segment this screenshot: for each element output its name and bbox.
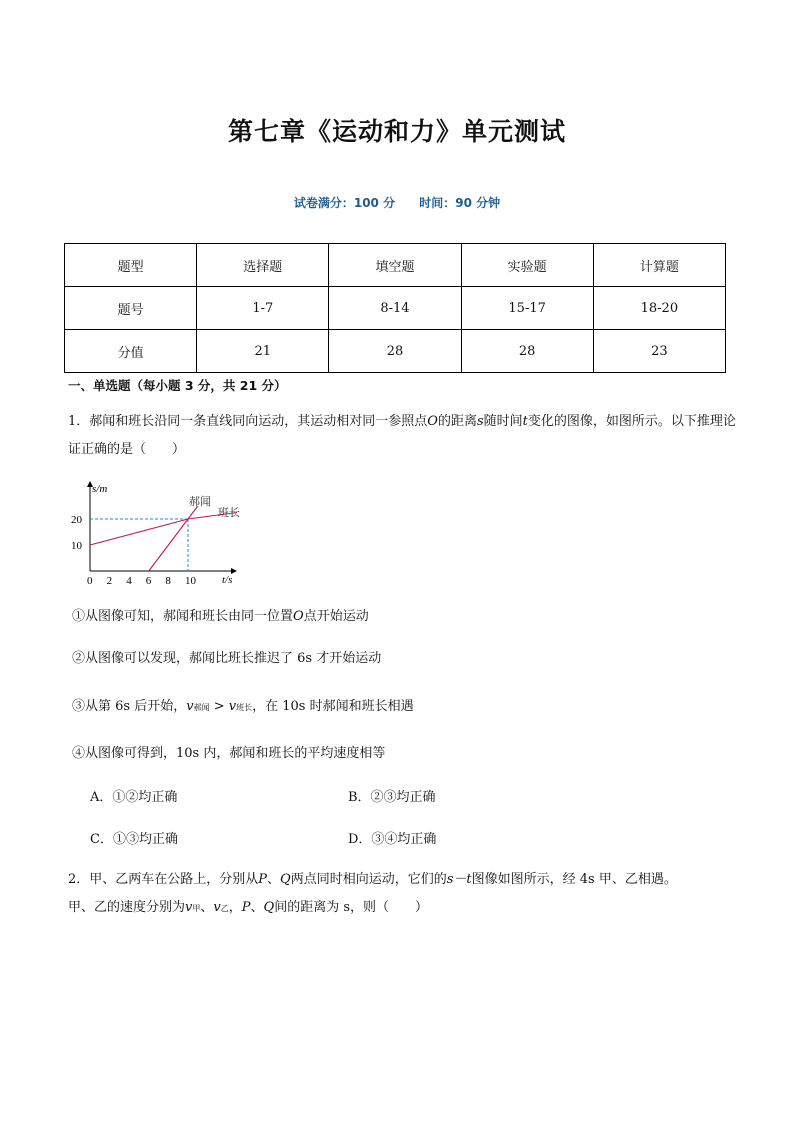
statement-1 — [72, 605, 369, 624]
table-cell: 题号 — [65, 287, 197, 330]
velocity-subscript: 郝闻 — [193, 703, 210, 712]
q2-text-part: ， — [228, 900, 242, 915]
q1-text-part: 变化的图像，如图所示。以下推理论证正确的是（ ） — [68, 414, 736, 457]
q2-text-part: 、 — [200, 900, 214, 915]
x-tick-label: 10 — [185, 575, 196, 587]
st-graph — [68, 478, 258, 590]
velocity-symbol: v — [213, 900, 221, 915]
page-title: 第七章《运动和力》单元测试 — [227, 117, 566, 146]
q2-var-P: P — [241, 900, 251, 915]
q2-var-P: P — [258, 872, 268, 887]
series-line-banzhang — [90, 513, 237, 546]
q1-text-part: 的距离 — [437, 414, 477, 429]
statement-text: ①从图像可知，郝闻和班长由同一位置 — [72, 609, 294, 624]
q2-text-part: 间的距离为 s，则（ ） — [274, 900, 429, 915]
option-c[interactable]: C．①③均正确 — [90, 832, 178, 847]
y-tick-label: 20 — [71, 514, 82, 526]
table-cell: 28 — [461, 330, 593, 373]
table-row — [65, 244, 726, 287]
x-tick-label: 2 — [106, 575, 113, 587]
q2-text-part: 、 — [267, 872, 281, 887]
option-b[interactable]: B．②③均正确 — [348, 790, 436, 805]
table-cell: 8-14 — [329, 287, 461, 330]
exam-time: 时间：90 分钟 — [419, 196, 501, 210]
statement-4: ④从图像可得到，10s 内，郝闻和班长的平均速度相等 — [72, 746, 386, 761]
x-axis-label: t/s — [222, 574, 233, 586]
table-cell: 填空题 — [329, 244, 461, 287]
series-line-haowen — [149, 506, 198, 571]
q1-var-O: O — [427, 414, 438, 429]
table-cell: 18-20 — [593, 287, 725, 330]
option-a[interactable]: A．①②均正确 — [90, 790, 178, 805]
table-row — [65, 330, 726, 373]
question-2-text — [68, 866, 738, 923]
table-cell: 题型 — [65, 244, 197, 287]
velocity-subscript: 乙 — [220, 904, 229, 913]
greater-than-sign: > — [209, 699, 229, 714]
x-tick-label: 6 — [145, 575, 152, 587]
q2-var-st: s－t — [446, 872, 472, 887]
velocity-symbol: v — [186, 699, 194, 714]
statement-text: 点开始运动 — [303, 609, 369, 624]
q1-var-s: s — [476, 414, 484, 429]
table-cell: 23 — [593, 330, 725, 373]
q2-var-Q: Q — [263, 900, 275, 915]
q2-text-part: 、 — [250, 900, 264, 915]
table-cell: 计算题 — [593, 244, 725, 287]
statement-2: ②从图像可以发现，郝闻比班长推迟了 6s 才开始运动 — [72, 651, 382, 666]
statement-var-O: O — [293, 609, 304, 624]
q2-line-1 — [68, 866, 738, 894]
full-score: 试卷满分：100 分 — [293, 196, 396, 210]
table-cell: 28 — [329, 330, 461, 373]
statement-text: ，在 10s 时郝闻和班长相遇 — [252, 699, 414, 714]
y-axis-label: s/m — [92, 483, 108, 495]
velocity-subscript: 甲 — [192, 904, 201, 913]
statement-3 — [72, 695, 414, 714]
velocity-symbol: v — [228, 699, 237, 714]
x-tick-label: 8 — [165, 575, 171, 587]
table-cell: 选择题 — [197, 244, 329, 287]
table-cell: 15-17 — [461, 287, 593, 330]
option-d[interactable]: D．③④均正确 — [348, 832, 437, 847]
table-cell: 1-7 — [197, 287, 329, 330]
x-tick-label: 0 — [87, 575, 93, 587]
table-cell: 实验题 — [461, 244, 593, 287]
q2-text-part: 图像如图所示，经 4s 甲、乙相遇。 — [471, 872, 677, 887]
q1-var-t: t — [522, 414, 528, 429]
table-cell: 分值 — [65, 330, 197, 373]
score-table — [64, 243, 726, 373]
section-heading: 一、单选题（每小题 3 分，共 21 分） — [68, 378, 287, 393]
q2-text-part: 两点同时相向运动，它们的 — [290, 872, 447, 887]
velocity-subscript: 班长 — [236, 703, 253, 712]
q2-text-part: 2．甲、乙两车在公路上，分别从 — [68, 872, 259, 887]
x-tick-label: 4 — [126, 575, 132, 587]
q2-text-part: 甲、乙的速度分别为 — [68, 900, 186, 915]
statement-text: ③从第 6s 后开始， — [72, 699, 187, 714]
velocity-symbol: v — [185, 900, 193, 915]
q1-text-part: 1．郝闻和班长沿同一条直线同向运动，其运动相对同一参照点 — [68, 414, 428, 429]
table-row — [65, 287, 726, 330]
y-tick-label: 10 — [71, 540, 82, 552]
q1-text-part: 随时间 — [483, 414, 523, 429]
series-label-haowen: 郝闻 — [189, 496, 211, 508]
exam-meta — [0, 194, 794, 211]
question-1-text — [68, 408, 738, 464]
series-label-banzhang: 班长 — [218, 507, 240, 519]
q2-var-Q: Q — [280, 872, 291, 887]
q2-line-2 — [68, 894, 738, 923]
table-cell: 21 — [197, 330, 329, 373]
